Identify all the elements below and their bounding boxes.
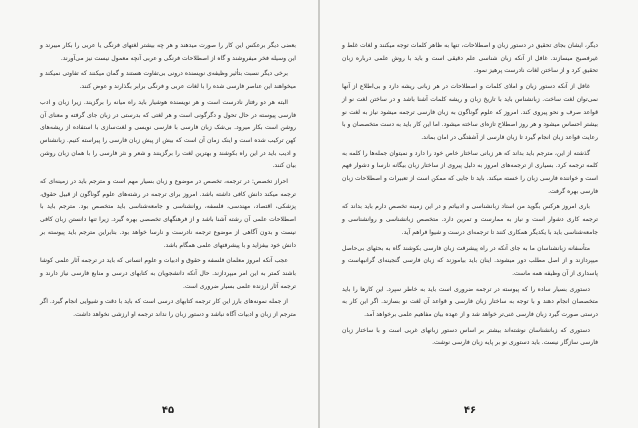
left-page-number: ۴۵ xyxy=(161,405,175,416)
left-paragraph-5: عجب آنکه امروز معلمان فلسفه و حقوق و ادبیات و علوم انسانی که باید در ترجمه آثار علمی کوشا باشند کمتر به این امر میپردازند. حال آنکه دانشجویان به کتابهای درسی و منابع فارسی نیاز دارند و ترجمه آثار ارزنده علمی بسیار ضروری است. xyxy=(40,257,296,290)
right-paragraph-4: باری امروز هرکس بگوید من استاد زبانشناسی و ادبیاتم و در این زمینه تخصص دارم باید بداند که ترجمه کاری دشوار است و نیاز به ممارست و تمرین دارد. متخصص زبانشناسی و روانشناسی و جامعه‌شناسی باید با یکدیگر همکاری کنند تا ترجمه‌ای درست و شیوا فراهم آید. xyxy=(342,203,598,236)
right-paragraph-6: دستوری بسیار ساده را که پیوسته در ترجمه ضروری است باید به خاطر سپرد. این کارها را باید متخصصان انجام دهند و با توجه به ساختار زبان فارسی و قواعد آن لغت نو بسازند. اگر این کار به درستی صورت گیرد زبان فارسی غنی‌تر خواهد شد و از عهده بیان مفاهیم علمی برخواهد آمد. xyxy=(342,285,598,319)
left-paragraph-2: برخی دیگر نسبت بتأثیر وظیفه‌ی نویسنده درونی بی‌تفاوت هستند و گمان میکنند که تفاوتی نمیکند و میخواهند این عناصر فارسی شده را با لغات عربی و فرنگی برابر بگذارند و عوض کنند. xyxy=(40,70,296,91)
right-paragraph-5: متأسفانه زبانشناسان ما به جای آنکه در راه پیشرفت زبان فارسی بکوشند گاه به بحثهای بی‌حاصل میپردازند و از اصل مطلب دور میشوند. اینان باید بیاموزند که زبان فارسی گنجینه‌ای گرانبهاست و پاسداری از آن وظیفه همه ماست. xyxy=(342,244,598,277)
book-gutter xyxy=(318,0,320,428)
right-paragraph-1: دیگر، ایشان بجای تحقیق در دستور زبان و اصطلاحات، تنها به ظاهر کلمات توجه میکنند و لغات غلط و غیرفصیح میسازند. غافل از آنکه زبان شناسی علم دقیقی است و باید با روش علمی درباره زبان تحقیق کرد و از ساختن لغات نادرست پرهیز نمود. xyxy=(342,42,598,75)
left-paragraph-1: بعضی دیگر برعکس این کار را صورت میدهند و هر چه بیشتر لغتهای فرنگی یا عربی را بکار میبرند و این وسیله فخر میفروشند و گاه از اصطلاحات فرنگی و عربی آنچه معمول نیست نیز می‌آورند. xyxy=(40,42,296,62)
left-paragraph-6: از جمله نمونه‌های بارز این کار ترجمه کتابهای درسی است که باید با دقت و شیوایی انجام گیرد. اگر مترجم از زبان و ادبیات آگاه نباشد و دستور زبان را نداند ترجمه او ارزشی نخواهد داشت. xyxy=(40,298,296,319)
right-page xyxy=(342,40,598,414)
left-page xyxy=(40,40,296,414)
left-paragraph-4: احراز تخصص: در ترجمه، تخصص در موضوع و زبان بسیار مهم است و مترجم باید در زمینه‌ای که ترجمه میکند دانش کافی داشته باشد. امروز برای ترجمه در رشته‌های علوم گوناگون از قبیل حقوق، پزشکی، اقتصاد، مهندسی، فلسفه، روانشناسی و جامعه‌شناسی باید متخصص بود. مترجم باید با اصطلاحات علمی آن رشته آشنا باشد و از فرهنگهای تخصصی بهره گیرد. زیرا تنها دانستن زبان کافی نیست و بدون آگاهی از موضوع ترجمه نادرست و نارسا خواهد بود. بنابراین مترجم باید پیوسته بر دانش خود بیفزاید و با پیشرفتهای علمی همگام باشد. xyxy=(40,178,296,249)
right-paragraph-3: گذشته از این، مترجم باید بداند که هر زبانی ساختار خاص خود را دارد و نمیتوان جمله‌ها را کلمه به کلمه ترجمه کرد. بسیاری از ترجمه‌های امروز به دلیل پیروی از ساختار زبان بیگانه نارسا و دشوار فهم است و خواننده فارسی زبان را خسته میکند. باید تا جایی که ممکن است از تعبیرات و اصطلاحات زبان فارسی بهره گرفت. xyxy=(342,149,598,195)
right-paragraph-2: غافل از آنکه دستور زبان و املای کلمات و اصطلاحات در هر زبانی ریشه دارد و بی‌اطلاع از آنها نمی‌توان لغت ساخت. زبانشناس باید با تاریخ زبان و ریشه کلمات آشنا باشد و در ساختن لغت نو از قواعد صرف و نحو پیروی کند. امروز که علوم گوناگون به زبان فارسی ترجمه میشود نیاز به لغت نو بیشتر احساس میشود و هر روز اصطلاح تازه‌ای ساخته میشود. اما این کار باید به دست متخصصان و با رعایت قواعد زبان انجام گیرد تا زبان فارسی از آشفتگی در امان بماند. xyxy=(342,83,598,141)
left-paragraph-3: البته هر دو رفتار نادرست است و هر نویسنده هوشیار باید راه میانه را برگزیند. زیرا زبان و ادب فارسی پیوسته در حال تحول و دگرگونی است و هر لغتی که بدرستی در زبان جای گرفته و معنای آن روشن است بکار میرود. بی‌شک زبان فارسی با فارسی نویسی و لغت‌سازی با استفاده از ریشه‌های کهن ترکیب شده است و اینک زمان آن است که بیش از پیش زبان فارسی را پیراسته کنیم. زبانشناس و ادیب باید در این راه بکوشند و بهترین لغت را برگزینند و شعر و نثر فارسی را با همان زبان روشن بیان کنند. xyxy=(40,98,296,170)
right-page-number: ۴۶ xyxy=(463,405,477,416)
right-paragraph-7: دستوری که زبانشناسان نوشته‌اند بیشتر بر اساس دستور زبانهای غربی است و با ساختار زبان فارسی سازگار نیست. باید دستوری نو بر پایه زبان فارسی نوشت. xyxy=(342,326,598,347)
